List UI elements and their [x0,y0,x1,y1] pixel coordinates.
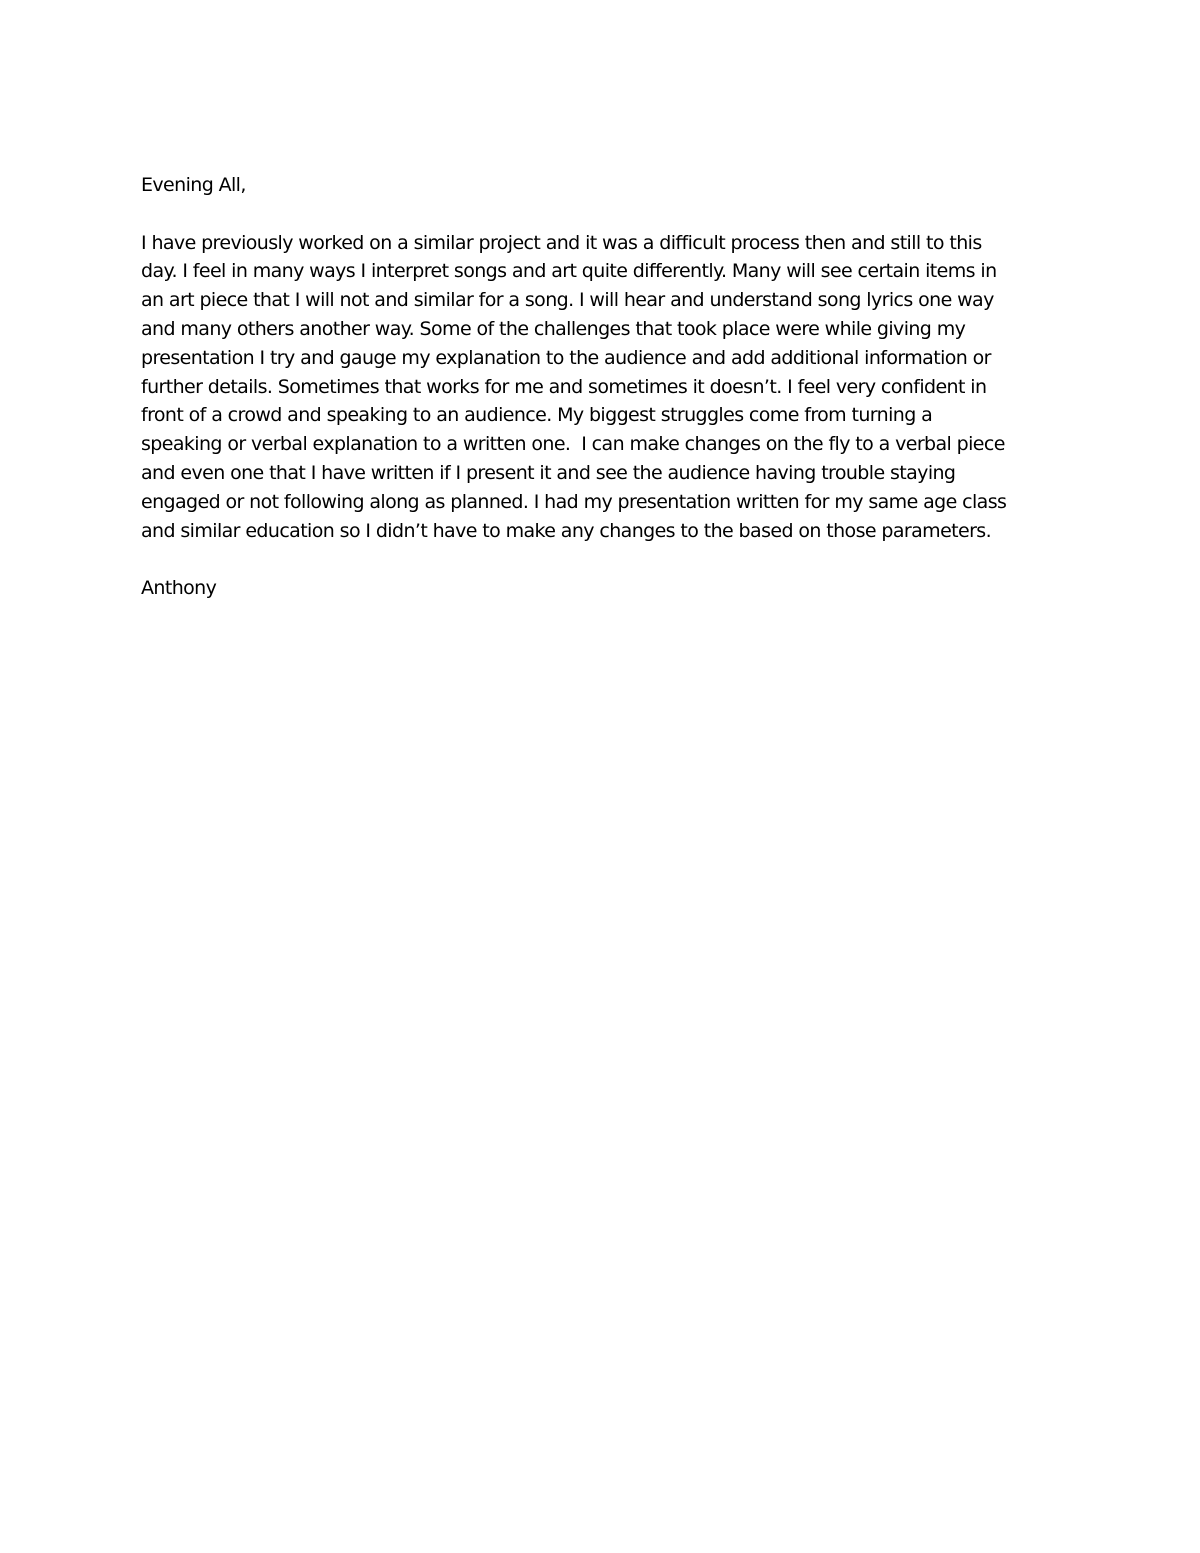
body-line: engaged or not following along as planned. I had my presentation written for my same age class [141,490,1007,513]
body-line: speaking or verbal explanation to a written one. I can make changes on the fly to a verbal piece [141,433,1005,456]
greeting: Evening All, [141,174,246,196]
body-line: an art piece that I will not and similar for a song. I will hear and understand song lyrics one way [141,289,994,312]
body-line: and similar education so I didn’t have to make any changes to the based on those parameters. [141,519,992,542]
letter-content [141,171,1061,603]
body-line: further details. Sometimes that works for me and sometimes it doesn’t. I feel very confident in [141,375,987,398]
body-line: and many others another way. Some of the challenges that took place were while giving my [141,317,966,340]
body-line: day. I feel in many ways I interpret songs and art quite differently. Many will see certain items in [141,260,997,283]
body-line: I have previously worked on a similar project and it was a difficult process then and still to this [141,231,982,254]
signature: Anthony [141,577,217,600]
body-line: front of a crowd and speaking to an audience. My biggest struggles come from turning a [141,404,933,427]
body-line: presentation I try and gauge my explanation to the audience and add additional information or [141,346,991,369]
body-line: and even one that I have written if I present it and see the audience having trouble staying [141,461,956,484]
body-paragraph [141,229,1061,546]
